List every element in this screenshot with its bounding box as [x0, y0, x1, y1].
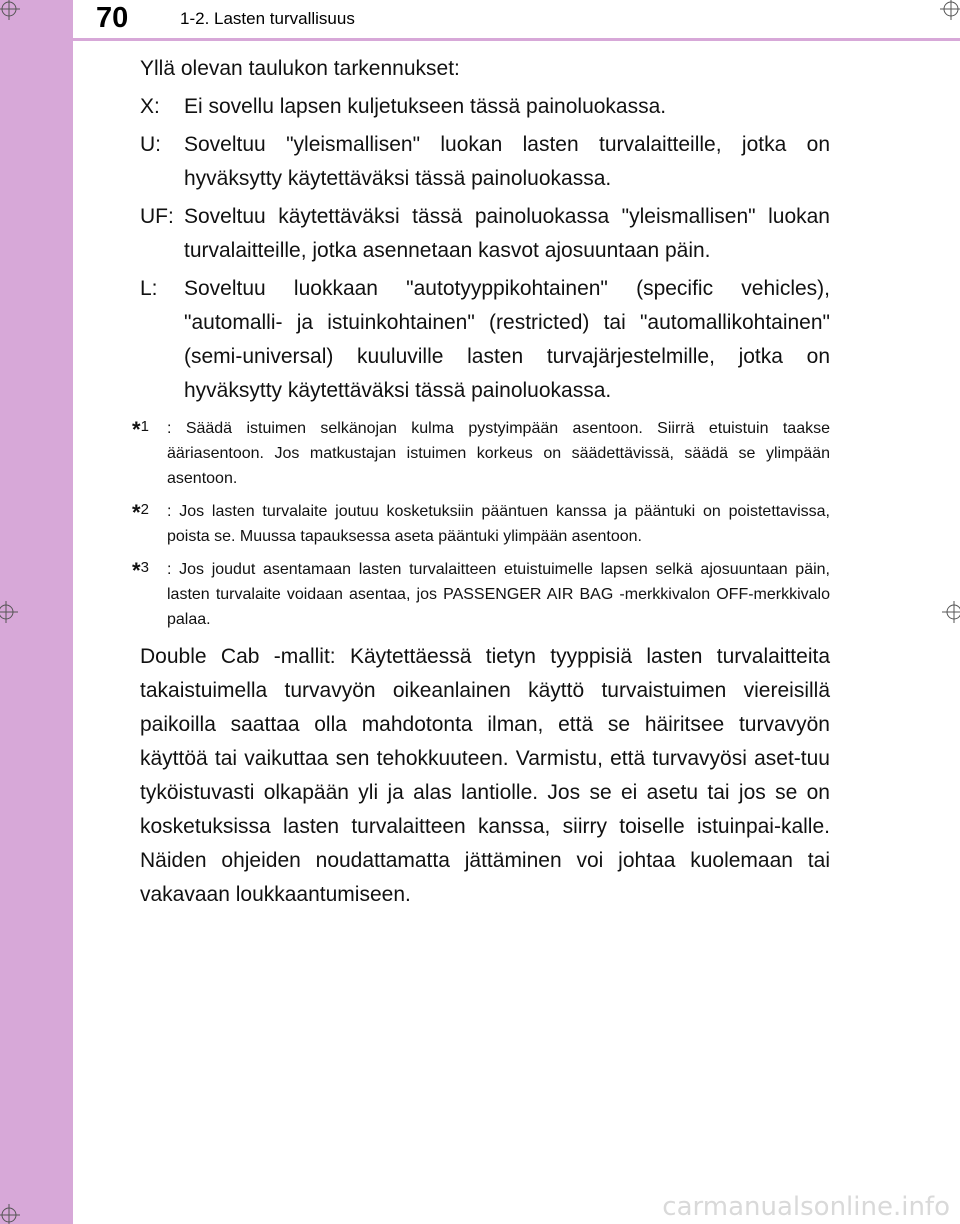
footer-watermark: carmanualsonline.info — [662, 1192, 950, 1222]
footnote-mark — [132, 497, 149, 528]
definition-code: U: — [140, 133, 161, 156]
footnote-mark — [132, 555, 149, 586]
definition-code: UF: — [140, 205, 174, 228]
definition-item — [140, 90, 830, 124]
footnote-mark — [132, 414, 149, 445]
footnote-star: * — [132, 417, 141, 442]
definition-text: Soveltuu "yleismallisen" luokan lasten turvalaitteille, jotka on hyväksytty käytettäväksi tässä painoluokassa. — [184, 133, 830, 190]
crop-mark-icon — [0, 0, 22, 22]
crop-mark-icon — [938, 601, 960, 623]
page-number: 70 — [96, 2, 129, 34]
footnote — [132, 557, 830, 632]
body-paragraph: Double Cab -mallit: Käytettäessä tietyn tyyppisiä lasten turvalaitteita takaistuimella turvavyön oikeanlainen käyttö turvaistuimen viereisillä paikoilla saattaa olla mahdotonta ilman, että se häiritsee turvavyön käyttöä tai vaikuttaa sen tehokkuuteen. Varmistu, että turvavyösi aset-tuu tyköistuvasti olkapään yli ja alas lantiolle. Jos se ei asetu tai jos se on kosketuksissa lasten turvalaitteen kanssa, siirry toiselle istuinpai-kalle. Näiden ohjeiden noudattamatta jättäminen voi johtaa kuolemaan tai vakavaan loukkaantumiseen. — [140, 645, 830, 906]
footnote — [132, 499, 830, 549]
footnote-number: 2 — [140, 501, 149, 518]
intro-text: Yllä olevan taulukon tarkennukset: — [140, 57, 460, 80]
footnote-text: : Jos lasten turvalaite joutuu kosketuksiin pääntuen kanssa ja pääntuki on poistettavissa, poista se. Muussa tapauksessa aseta pääntuki ylimpään asentoon. — [167, 503, 830, 545]
definition-item — [140, 272, 830, 408]
crop-mark-icon — [0, 601, 22, 623]
section-title: 1-2. Lasten turvallisuus — [180, 9, 355, 28]
crop-mark-icon — [0, 1202, 22, 1224]
main-content — [132, 52, 830, 933]
footnote-star: * — [132, 500, 141, 525]
definition-item — [140, 200, 830, 268]
definition-code: X: — [140, 95, 160, 118]
definition-text: Ei sovellu lapsen kuljetukseen tässä painoluokassa. — [184, 95, 667, 118]
definition-code: L: — [140, 277, 158, 300]
definition-item — [140, 128, 830, 196]
footnote-number: 3 — [140, 559, 149, 576]
footnote — [132, 416, 830, 491]
crop-mark-icon — [938, 0, 960, 22]
footnote-text: : Jos joudut asentamaan lasten turvalaitteen etuistuimelle lapsen selkä ajosuuntaan päin, lasten turvalaite voidaan asentaa, jos PASSENGER AIR BAG -merkkivalon OFF-merkkivalo palaa. — [167, 561, 830, 628]
definition-text: Soveltuu käytettäväksi tässä painoluokassa "yleismallisen" luokan turvalaitteille, jotka asennetaan kasvot ajosuuntaan päin. — [184, 205, 830, 262]
header-rule — [73, 38, 960, 41]
footnote-star: * — [132, 558, 141, 583]
definition-text: Soveltuu luokkaan "autotyyppikohtainen" (specific vehicles), "automalli- ja istuinkohtainen" (restricted) tai "automallikohtainen" (semi-universal) kuuluville lasten turvajärjestelmille, jotka on hyväksytty käytettäväksi tässä painoluokassa. — [184, 277, 830, 402]
footnote-number: 1 — [140, 418, 149, 435]
footnote-text: : Säädä istuimen selkänojan kulma pystyimpään asentoon. Siirrä etuistuin taakse ääriasentoon. Jos matkustajan istuimen korkeus on säädettävissä, säädä se ylimpään asentoon. — [167, 420, 830, 487]
